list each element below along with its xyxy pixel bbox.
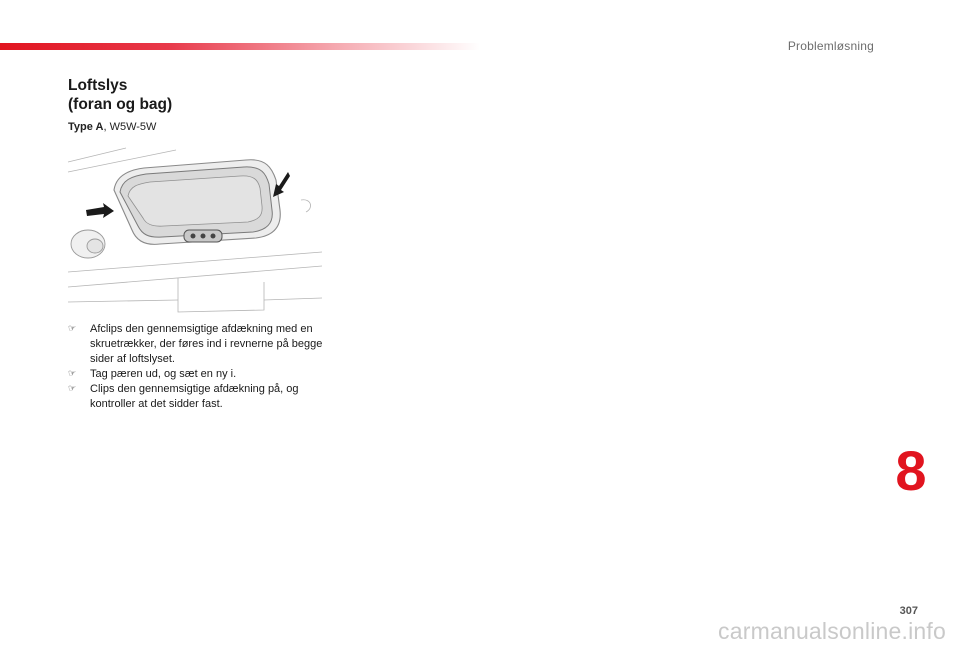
pointing-finger-icon: ☞ (68, 383, 77, 393)
title-line-2: (foran og bag) (68, 96, 173, 113)
list-item (68, 322, 330, 367)
list-item (68, 367, 330, 382)
step-text: Afclips den gennemsigtige afdækning med en skruetrækker, der føres ind i revnerne på begge sider af loftslyset. (90, 323, 323, 365)
header-accent-bar (0, 43, 480, 50)
watermark: carmanualsonline.info (718, 618, 946, 644)
lamp-housing (114, 160, 280, 245)
step-text: Clips den gennemsigtige afdækning på, og kontroller at det sidder fast. (90, 383, 299, 410)
ceiling-light-illustration (66, 140, 326, 320)
page-title (68, 76, 172, 114)
page-number: 307 (899, 605, 918, 617)
arrow-left-icon (86, 203, 114, 218)
section-title: Problemløsning (787, 39, 874, 53)
step-text: Tag pæren ud, og sæt en ny i. (90, 368, 237, 380)
type-label: Type A (68, 121, 104, 133)
pointing-finger-icon: ☞ (68, 323, 77, 333)
bulb-type (68, 121, 156, 133)
pointing-finger-icon: ☞ (68, 368, 77, 378)
list-item (68, 382, 330, 412)
type-value: , W5W-5W (103, 121, 157, 133)
instruction-list (68, 322, 330, 412)
title-line-1: Loftslys (68, 77, 128, 94)
knob-shape (71, 230, 105, 258)
chapter-number: 8 (895, 439, 927, 502)
